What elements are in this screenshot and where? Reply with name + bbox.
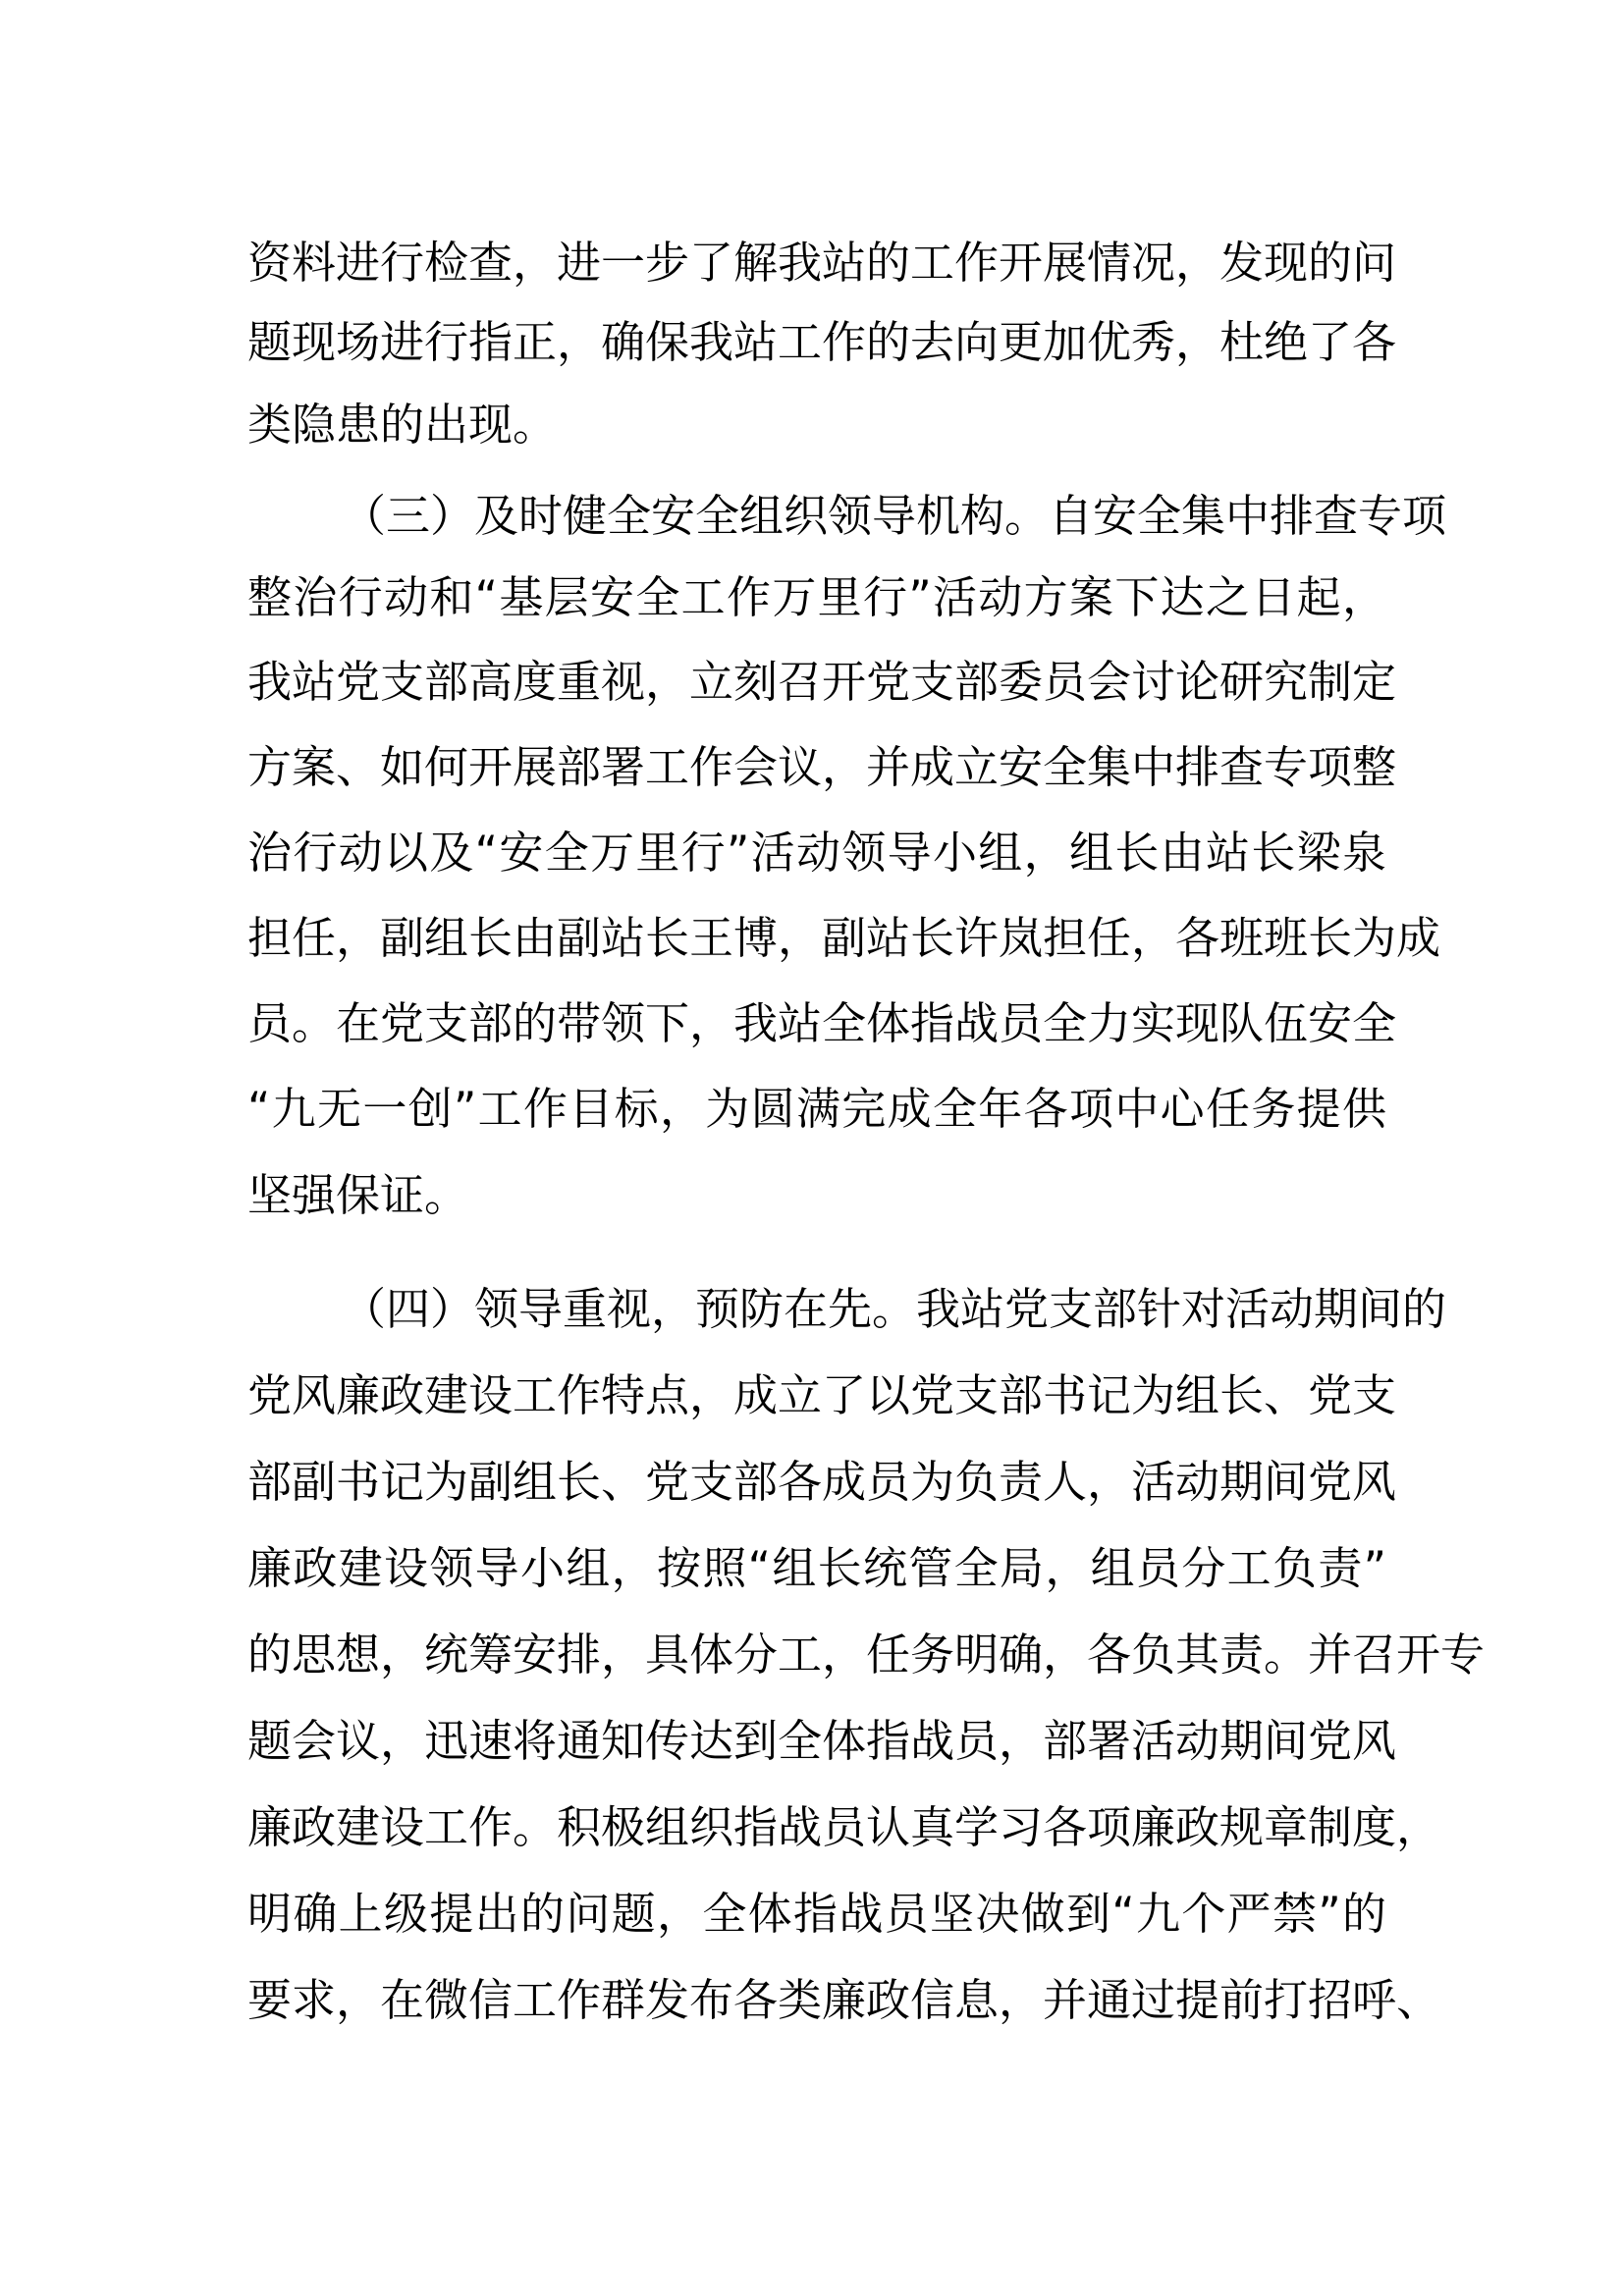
section-heading-line: （四）领导重视，预防在先。我站党支部针对活动期间的	[342, 1283, 1447, 1335]
text-line: 廉政建设领导小组，按照“组长统管全局，组员分工负责”	[247, 1542, 1386, 1594]
text-line: 党风廉政建设工作特点，成立了以党支部书记为组长、党支	[247, 1369, 1397, 1421]
text-line: “九无一创”工作目标，为圆满完成全年各项中心任务提供	[247, 1083, 1386, 1135]
text-line: 方案、如何开展部署工作会议，并成立安全集中排查专项整	[247, 741, 1397, 793]
text-line: 治行动以及“安全万里行”活动领导小组，组长由站长梁泉	[247, 827, 1386, 879]
text-line: 要求，在微信工作群发布各类廉政信息，并通过提前打招呼、	[247, 1974, 1441, 2026]
text-line: 的思想，统筹安排，具体分工，任务明确，各负其责。并召开专	[247, 1629, 1486, 1681]
text-line: 明确上级提出的问题，全体指战员坚决做到“九个严禁”的	[247, 1888, 1386, 1940]
text-line: 整治行动和“基层安全工作万里行”活动方案下达之日起，	[247, 571, 1386, 623]
text-line: 部副书记为副组长、党支部各成员为负责人，活动期间党风	[247, 1456, 1397, 1508]
text-line: 员。在党支部的带领下，我站全体指战员全力实现队伍安全	[247, 997, 1397, 1049]
text-line: 廉政建设工作。积极组织指战员认真学习各项廉政规章制度，	[247, 1801, 1441, 1853]
text-line: 资料进行检查，进一步了解我站的工作开展情况，发现的问	[247, 237, 1397, 289]
text-line: 担任，副组长由副站长王博，副站长许岚担任，各班班长为成	[247, 912, 1441, 964]
text-line: 我站党支部高度重视，立刻召开党支部委员会讨论研究制定	[247, 656, 1397, 708]
text-line: 题会议，迅速将通知传达到全体指战员，部署活动期间党风	[247, 1715, 1397, 1767]
text-line: 坚强保证。	[247, 1169, 469, 1221]
section-heading-line: （三）及时健全安全组织领导机构。自安全集中排查专项	[342, 490, 1447, 542]
text-line: 类隐患的出现。	[247, 399, 558, 451]
text-line: 题现场进行指正，确保我站工作的去向更加优秀，杜绝了各	[247, 316, 1397, 368]
